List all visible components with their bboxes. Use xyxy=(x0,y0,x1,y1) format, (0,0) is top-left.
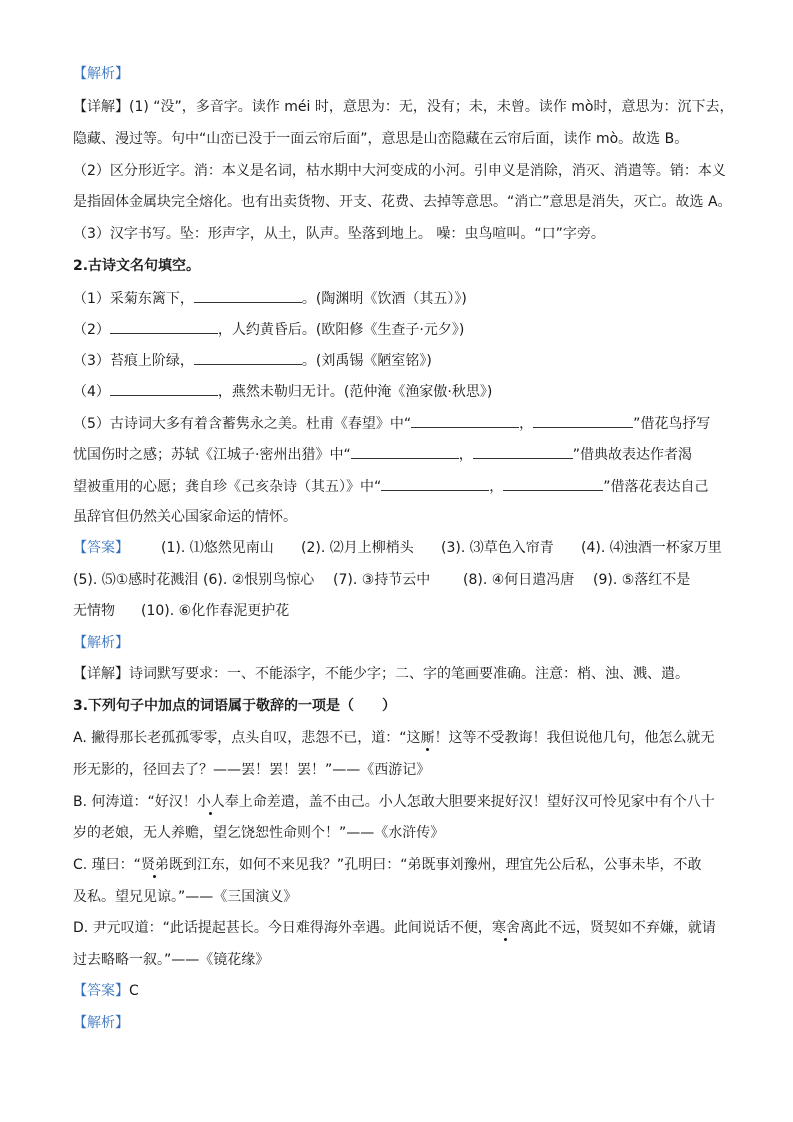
option-b-cont: 岁的老娘，无人养赡，望乞饶恕性命则个！”——《水浒传》 xyxy=(73,825,445,841)
item-text: ， xyxy=(519,416,534,432)
item-text: ，人约黄昏后。(欧阳修《生查子·元夕》) xyxy=(217,322,465,338)
question-2-title: 2.古诗文名句填空。 xyxy=(73,258,201,274)
item-text: ， xyxy=(489,479,504,495)
answer-item: (6). ②恨别鸟惊心 xyxy=(203,572,315,588)
fill-item-3 xyxy=(73,350,728,371)
item-text: ， xyxy=(458,447,473,463)
option-a xyxy=(73,728,728,748)
option-text: 奉上命差遣，盖不由己。小人怎敢大胆要来捉好汉！望好汉可怜见家中有个八十 xyxy=(224,794,715,810)
paragraph-text: （3）汉字书写。坠：形声字，从土，队声。坠落到地上。 噪：虫鸟喧叫。“口”字旁。 xyxy=(73,226,605,242)
answer-blank xyxy=(411,413,519,428)
jiexi-label-1: 【解析】 xyxy=(73,66,129,82)
answer-item: (3). ⑶草色入帘青 xyxy=(441,540,554,556)
fill-item-2 xyxy=(73,319,728,340)
option-text: 离此不远，贤契如不弃嫌，就请 xyxy=(519,920,716,936)
answer-value: C xyxy=(129,983,139,999)
item-text: ”借落花表达自己 xyxy=(603,479,709,495)
item-text: 望被重用的心愿；龚自珍《己亥杂诗（其五）》中“ xyxy=(73,479,382,495)
xiangjie-line-2 xyxy=(73,664,728,684)
answer-blank xyxy=(194,350,302,365)
item-text: （1）采菊东篱下， xyxy=(73,291,194,307)
fill-item-5-cont xyxy=(73,476,728,497)
xiangjie-tag: 【详解】 xyxy=(73,99,129,115)
fill-item-1 xyxy=(73,288,728,309)
option-text: ！这等不受教诲！我但说他几句，他怎么就无 xyxy=(434,730,715,746)
option-text: A. 撇得那长老孤孤零零，点头自叹，悲怨不已，道：“这 xyxy=(73,730,421,746)
item-text: （4） xyxy=(73,384,110,400)
answer-line-3 xyxy=(73,601,728,621)
item-text: （5）古诗词大多有着含蓄隽永之美。杜甫《春望》中“ xyxy=(73,416,412,432)
xiangjie-tag: 【详解】 xyxy=(73,666,129,682)
answer-item: (7). ③持节云中 xyxy=(333,572,431,588)
dotted-word: 贤弟 xyxy=(140,857,169,873)
answer-item: (1). ⑴悠然见南山 xyxy=(161,540,274,556)
item-text: 忧国伤时之感；苏轼《江城子·密州出猎》中“ xyxy=(73,447,351,463)
answer-line-2 xyxy=(73,570,728,590)
item-text: （2） xyxy=(73,322,110,338)
dotted-word: 寒舍 xyxy=(491,920,520,936)
option-c-cont: 及私。望兄见谅。”——《三国演义》 xyxy=(73,889,298,905)
answer-item: 无情物 xyxy=(73,603,115,619)
item-text: ”借花鸟抒写 xyxy=(633,416,711,432)
fill-item-4 xyxy=(73,381,728,402)
jiexi-label-3: 【解析】 xyxy=(73,1015,129,1031)
option-text: B. 何涛道：“好汉！ xyxy=(73,794,197,810)
fill-item-5-cont xyxy=(73,444,728,465)
paragraph-text: 隐藏、漫过等。句中“山峦已没于一面云帘后面”，意思是山峦隐藏在云帘后面，读作 mò。故选 B。 xyxy=(73,131,689,147)
jiexi-label-2: 【解析】 xyxy=(73,635,129,651)
fill-item-5-cont: 虽辞官但仍然关心国家命运的情怀。 xyxy=(73,509,297,525)
option-c xyxy=(73,855,728,875)
question-3-title: 3.下列句子中加点的词语属于敬辞的一项是（ ） xyxy=(73,698,397,714)
answer-item: (9). ⑤落红不是 xyxy=(593,572,691,588)
item-text: （3）苔痕上阶绿， xyxy=(73,353,194,369)
answer-blank xyxy=(194,288,302,303)
option-b xyxy=(73,792,728,812)
option-text: C. 瑾曰：“ xyxy=(73,857,141,873)
option-text: 既到江东，如何不来见我？”孔明曰：“弟既事刘豫州，理宜先公后私，公事未毕，不敢 xyxy=(168,857,702,873)
dotted-word: 厮 xyxy=(420,730,435,746)
paragraph-text: (1) “没”，多音字。读作 méi 时，意思为：无，没有；未，未曾。读作 mò时，意思为：沉下去， xyxy=(129,99,734,115)
answer-item: (10). ⑥化作春泥更护花 xyxy=(141,603,290,619)
answer-tag: 【答案】 xyxy=(73,540,129,556)
answer-blank xyxy=(110,319,218,334)
option-text: D. 尹元叹道：“此话提起甚长。今日难得海外幸遇。此间说话不便， xyxy=(73,920,492,936)
answer-item: (2). ⑵月上柳梢头 xyxy=(301,540,414,556)
answer-blank xyxy=(110,381,218,396)
item-text: ”借典故表达作者渴 xyxy=(572,447,692,463)
xiangjie-line-1 xyxy=(73,97,734,117)
paragraph-text: （2）区分形近字。消：本义是名词，枯水期中大河变成的小河。引申义是消除，消灭、消遣等。销：本义 xyxy=(73,163,726,179)
answer-item: (5). ⑸①感时花溅泪 xyxy=(73,572,199,588)
answer-tag: 【答案】 xyxy=(73,983,129,999)
answer-item: (4). ⑷浊酒一杯家万里 xyxy=(581,540,722,556)
option-d-cont: 过去略略一叙。”——《镜花缘》 xyxy=(73,952,270,968)
fill-item-5 xyxy=(73,413,728,434)
option-d xyxy=(73,918,728,938)
answer-blank xyxy=(381,476,489,491)
answer-line-1 xyxy=(73,538,728,558)
answer-blank xyxy=(533,413,633,428)
paragraph-text: 是指固体金属块完全熔化。也有出卖货物、开支、花费、去掉等意思。“消亡”意思是消失，灭亡。故选 A。 xyxy=(73,194,732,210)
item-text: ，燕然未勒归无计。(范仲淹《渔家傲·秋思》) xyxy=(217,384,493,400)
answer-blank xyxy=(351,444,459,459)
item-text: 。(刘禹锡《陋室铭》) xyxy=(301,353,432,369)
answer-item: (8). ④何日遣冯唐 xyxy=(463,572,575,588)
item-text: 。(陶渊明《饮酒（其五）》) xyxy=(301,291,467,307)
dotted-word: 小人 xyxy=(196,794,225,810)
paragraph-text: 诗词默写要求：一、不能添字，不能少字；二、字的笔画要准确。注意：梢、浊、溅、遣。 xyxy=(129,666,689,682)
answer-blank xyxy=(473,444,573,459)
answer-blank xyxy=(503,476,603,491)
option-a-cont: 形无影的，径回去了？——罢！罢！罢！”——《西游记》 xyxy=(73,762,431,778)
answer-line-q3 xyxy=(73,981,728,1001)
